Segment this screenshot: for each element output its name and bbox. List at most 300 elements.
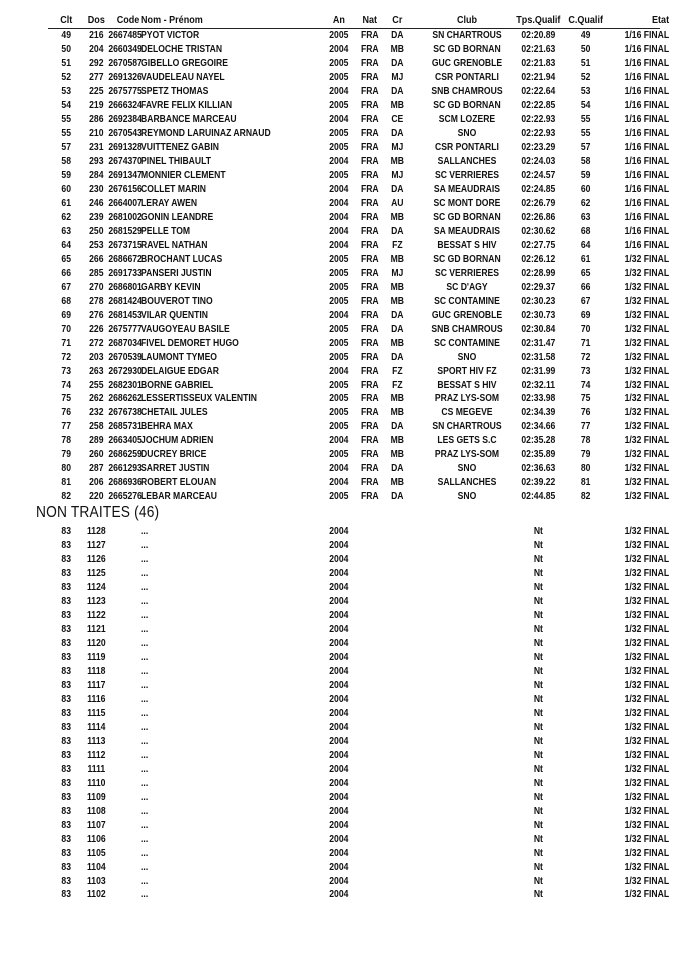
cell-tps: Nt	[533, 749, 543, 761]
table-row	[0, 155, 670, 169]
table-row	[0, 183, 670, 197]
cell-cq: 61	[580, 253, 591, 265]
cell-nat: FRA	[360, 295, 379, 307]
cell-name: ...	[141, 735, 149, 747]
cell-tps: 02:39.22	[521, 477, 556, 489]
cell-etat: 1/16 FINAL	[624, 197, 670, 209]
cell-dos: 289	[89, 435, 104, 447]
cell-tps: Nt	[533, 581, 543, 593]
cell-name: BARBANCE MARCEAU	[141, 113, 237, 125]
cell-dos: 203	[89, 351, 104, 363]
cell-name: ...	[141, 609, 149, 621]
cell-code: 2691347	[108, 169, 142, 181]
cell-club: SA MEAUDRAIS	[433, 183, 501, 195]
cell-an: 2004	[329, 651, 349, 663]
cell-an: 2004	[329, 847, 349, 859]
cell-etat: 1/32 FINAL	[624, 749, 670, 761]
cell-nat: FRA	[360, 449, 379, 461]
cell-clt: 83	[61, 693, 72, 705]
table-row	[0, 721, 670, 735]
cell-etat: 1/16 FINAL	[624, 211, 670, 223]
cell-dos: 230	[89, 183, 104, 195]
cell-clt: 63	[61, 225, 72, 237]
cell-tps: Nt	[533, 595, 543, 607]
cell-tps: 02:21.83	[521, 57, 556, 69]
cell-etat: 1/32 FINAL	[624, 379, 670, 391]
cell-tps: 02:35.28	[521, 435, 556, 447]
table-row	[0, 539, 670, 553]
cell-an: 2004	[329, 225, 349, 237]
cell-tps: 02:31.99	[521, 365, 556, 377]
cell-an: 2005	[329, 393, 349, 405]
cell-etat: 1/32 FINAL	[624, 295, 670, 307]
cell-an: 2005	[329, 99, 349, 111]
cell-clt: 52	[61, 71, 72, 83]
cell-name: ...	[141, 805, 149, 817]
cell-etat: 1/16 FINAL	[624, 113, 670, 125]
cell-club: CSR PONTARLI	[435, 141, 499, 153]
cell-code: 2686259	[108, 449, 142, 461]
cell-tps: 02:23.29	[521, 141, 556, 153]
cell-code: 2670543	[108, 127, 142, 139]
cell-cr: MB	[390, 337, 405, 349]
cell-cq: 75	[580, 393, 591, 405]
cell-etat: 1/32 FINAL	[624, 651, 670, 663]
cell-club: LES GETS S.C	[437, 435, 497, 447]
table-header	[0, 13, 670, 27]
cell-an: 2005	[329, 141, 349, 153]
cell-dos: 1103	[86, 875, 106, 887]
cell-club: SC CONTAMINE	[434, 295, 500, 307]
table-row	[0, 805, 670, 819]
cell-nat: FRA	[360, 393, 379, 405]
cell-tps: Nt	[533, 707, 543, 719]
cell-an: 2004	[329, 749, 349, 761]
cell-clt: 83	[61, 526, 72, 537]
table-row	[0, 197, 670, 211]
cell-dos: 278	[89, 295, 104, 307]
table-row	[0, 553, 670, 567]
cell-name: DELOCHE TRISTAN	[141, 43, 223, 55]
cell-tps: Nt	[533, 609, 543, 621]
cell-tps: Nt	[533, 735, 543, 747]
cell-an: 2005	[329, 421, 349, 433]
cell-nat: FRA	[360, 323, 379, 335]
cell-nat: FRA	[360, 253, 379, 265]
cell-dos: 1119	[87, 651, 106, 663]
cell-name: ...	[141, 679, 149, 691]
cell-name: GARBY KEVIN	[141, 281, 201, 293]
cell-etat: 1/16 FINAL	[624, 225, 670, 237]
table-row	[0, 141, 670, 155]
cell-an: 2005	[329, 57, 349, 69]
cell-clt: 78	[61, 435, 72, 447]
cell-cr: MJ	[391, 267, 404, 279]
cell-name: ROBERT ELOUAN	[141, 477, 217, 489]
cell-an: 2004	[329, 833, 349, 845]
cell-an: 2004	[329, 595, 349, 607]
cell-tps: Nt	[533, 721, 543, 733]
cell-club: BESSAT S HIV	[437, 379, 497, 391]
cell-cr: DA	[391, 57, 404, 69]
cell-cq: 78	[580, 435, 591, 447]
cell-an: 2004	[329, 239, 349, 251]
cell-etat: 1/32 FINAL	[624, 679, 670, 691]
cell-cq: 67	[580, 295, 591, 307]
cell-etat: 1/16 FINAL	[624, 169, 670, 181]
cell-cq: 66	[580, 281, 591, 293]
cell-code: 2686262	[108, 393, 142, 405]
cell-clt: 83	[61, 567, 72, 579]
cell-cq: 55	[580, 113, 591, 125]
cell-an: 2005	[329, 491, 349, 503]
cell-dos: 1109	[86, 791, 106, 803]
table-row	[0, 707, 670, 721]
cell-name: BEHRA MAX	[141, 421, 193, 433]
cell-etat: 1/32 FINAL	[624, 777, 670, 789]
cell-tps: 02:21.63	[521, 43, 556, 55]
cell-code: 2663405	[108, 435, 142, 447]
cell-cq: 73	[580, 365, 591, 377]
table-row	[0, 29, 670, 43]
cell-dos: 1120	[86, 637, 106, 649]
cell-etat: 1/32 FINAL	[624, 581, 670, 593]
cell-an: 2005	[329, 379, 349, 391]
cell-nat: FRA	[360, 435, 379, 447]
cell-etat: 1/16 FINAL	[624, 71, 670, 83]
cell-etat: 1/16 FINAL	[624, 155, 670, 167]
cell-cq: 49	[580, 30, 591, 41]
cell-nat: FRA	[360, 267, 379, 279]
cell-etat: 1/32 FINAL	[624, 553, 670, 565]
table-row	[0, 581, 670, 595]
table-row	[0, 406, 670, 420]
cell-cr: DA	[391, 421, 404, 433]
cell-cr: MJ	[391, 141, 404, 153]
cell-dos: 239	[89, 211, 104, 223]
cell-club: SNB CHAMROUS	[431, 323, 503, 335]
table-row	[0, 253, 670, 267]
table-row	[0, 43, 670, 57]
cell-an: 2004	[329, 777, 349, 789]
cell-tps: Nt	[533, 777, 543, 789]
table-row	[0, 819, 670, 833]
cell-nat: FRA	[360, 463, 379, 475]
cell-clt: 65	[61, 253, 72, 265]
cell-etat: 1/32 FINAL	[624, 435, 670, 447]
cell-club: PRAZ LYS-SOM	[434, 393, 500, 405]
cell-cq: 82	[580, 491, 591, 503]
cell-dos: 1114	[87, 721, 106, 733]
cell-tps: 02:30.23	[521, 295, 556, 307]
cell-code: 2672930	[108, 365, 142, 377]
cell-dos: 276	[89, 309, 104, 321]
header-cr: Cr	[392, 14, 403, 26]
cell-code: 2681529	[108, 225, 142, 237]
cell-name: PANSERI JUSTIN	[141, 267, 212, 279]
cell-cr: MB	[390, 211, 405, 223]
table-row	[0, 861, 670, 875]
cell-name: LERAY AWEN	[141, 197, 198, 209]
table-row	[0, 476, 670, 490]
cell-dos: 210	[89, 127, 104, 139]
cell-name: VAUDELEAU NAYEL	[141, 71, 225, 83]
cell-cq: 63	[580, 211, 591, 223]
cell-name: BROCHANT LUCAS	[141, 253, 223, 265]
cell-name: ...	[141, 889, 149, 901]
cell-nat: FRA	[360, 99, 379, 111]
cell-name: SARRET JUSTIN	[141, 463, 210, 475]
cell-club: BESSAT S HIV	[437, 239, 497, 251]
cell-tps: Nt	[533, 819, 543, 831]
cell-nat: FRA	[360, 491, 379, 503]
cell-nat: FRA	[360, 351, 379, 363]
cell-dos: 1126	[86, 553, 106, 565]
cell-code: 2664007	[108, 197, 142, 209]
table-row	[0, 71, 670, 85]
cell-clt: 57	[61, 141, 72, 153]
cell-clt: 60	[61, 183, 72, 195]
cell-club: SNO	[457, 127, 477, 139]
cell-etat: 1/32 FINAL	[624, 819, 670, 831]
cell-nat: FRA	[360, 183, 379, 195]
cell-dos: 272	[89, 337, 104, 349]
cell-etat: 1/32 FINAL	[624, 407, 670, 419]
cell-etat: 1/32 FINAL	[624, 693, 670, 705]
cell-etat: 1/32 FINAL	[624, 491, 670, 503]
cell-etat: 1/32 FINAL	[624, 463, 670, 475]
cell-dos: 287	[89, 463, 104, 475]
cell-cq: 76	[580, 407, 591, 419]
cell-etat: 1/32 FINAL	[624, 791, 670, 803]
cell-clt: 83	[61, 833, 72, 845]
cell-clt: 83	[61, 595, 72, 607]
cell-tps: Nt	[533, 861, 543, 873]
cell-dos: 1112	[87, 749, 106, 761]
header-clt: Clt	[60, 14, 73, 26]
cell-an: 2005	[329, 337, 349, 349]
table-row	[0, 225, 670, 239]
header-etat: Etat	[652, 14, 670, 26]
cell-an: 2004	[329, 861, 349, 873]
cell-nat: FRA	[360, 57, 379, 69]
table-row	[0, 85, 670, 99]
table-row	[0, 127, 670, 141]
cell-clt: 77	[61, 421, 72, 433]
header-an: An	[332, 14, 345, 26]
cell-nat: FRA	[360, 379, 379, 391]
cell-code: 2670587	[108, 57, 142, 69]
cell-name: ...	[141, 651, 149, 663]
cell-cr: FZ	[392, 239, 403, 251]
cell-etat: 1/32 FINAL	[624, 365, 670, 377]
cell-clt: 55	[61, 127, 72, 139]
cell-club: SC GD BORNAN	[433, 211, 501, 223]
cell-dos: 225	[89, 85, 104, 97]
cell-nat: FRA	[360, 407, 379, 419]
cell-tps: 02:22.93	[521, 127, 556, 139]
cell-name: PYOT VICTOR	[141, 30, 200, 41]
cell-dos: 246	[89, 197, 104, 209]
cell-clt: 83	[61, 637, 72, 649]
cell-etat: 1/32 FINAL	[624, 267, 670, 279]
cell-cr: MB	[390, 393, 405, 405]
cell-club: SN CHARTROUS	[432, 421, 502, 433]
cell-cq: 60	[580, 183, 591, 195]
cell-an: 2004	[329, 463, 349, 475]
cell-tps: 02:24.57	[521, 169, 556, 181]
cell-etat: 1/32 FINAL	[624, 567, 670, 579]
cell-tps: Nt	[533, 553, 543, 565]
cell-an: 2004	[329, 623, 349, 635]
cell-tps: 02:26.79	[521, 197, 556, 209]
header-tps-qualif: Tps.Qualif	[516, 14, 561, 26]
cell-etat: 1/32 FINAL	[624, 351, 670, 363]
cell-an: 2005	[329, 127, 349, 139]
table-row	[0, 99, 670, 113]
cell-clt: 67	[61, 281, 72, 293]
cell-nat: FRA	[360, 225, 379, 237]
cell-dos: 232	[89, 407, 104, 419]
table-row	[0, 420, 670, 434]
cell-an: 2004	[329, 819, 349, 831]
cell-code: 2691328	[108, 141, 142, 153]
cell-name: ...	[141, 777, 149, 789]
cell-name: ...	[141, 526, 149, 537]
cell-tps: 02:44.85	[521, 491, 556, 503]
cell-dos: 231	[89, 141, 104, 153]
cell-clt: 79	[61, 449, 72, 461]
table-row	[0, 365, 670, 379]
cell-an: 2004	[329, 609, 349, 621]
cell-nat: FRA	[360, 113, 379, 125]
cell-code: 2676156	[108, 183, 142, 195]
table-row	[0, 309, 670, 323]
cell-code: 2686672	[108, 253, 142, 265]
cell-nat: FRA	[360, 477, 379, 489]
cell-an: 2004	[329, 679, 349, 691]
cell-tps: 02:26.12	[521, 253, 556, 265]
cell-an: 2005	[329, 281, 349, 293]
cell-cq: 74	[580, 379, 591, 391]
cell-cq: 53	[580, 85, 591, 97]
cell-cq: 62	[580, 197, 591, 209]
cell-nat: FRA	[360, 421, 379, 433]
cell-name: ...	[141, 539, 149, 551]
table-row	[0, 169, 670, 183]
table-row	[0, 392, 670, 406]
cell-cq: 58	[580, 155, 591, 167]
cell-code: 2673715	[108, 239, 142, 251]
cell-name: COLLET MARIN	[141, 183, 207, 195]
cell-an: 2005	[329, 71, 349, 83]
cell-cr: MB	[390, 295, 405, 307]
cell-tps: 02:30.84	[521, 323, 556, 335]
cell-name: GONIN LEANDRE	[141, 211, 214, 223]
cell-an: 2005	[329, 351, 349, 363]
header-name: Nom - Prénom	[141, 14, 203, 26]
cell-dos: 1116	[87, 693, 106, 705]
cell-clt: 50	[61, 43, 72, 55]
cell-code: 2681453	[108, 309, 142, 321]
cell-clt: 83	[61, 539, 72, 551]
cell-an: 2004	[329, 365, 349, 377]
cell-clt: 74	[61, 379, 72, 391]
cell-name: VILAR QUENTIN	[141, 309, 208, 321]
header-code: Code	[116, 14, 140, 26]
cell-an: 2004	[329, 211, 349, 223]
cell-cr: DA	[391, 323, 404, 335]
cell-an: 2004	[329, 581, 349, 593]
cell-nat: FRA	[360, 281, 379, 293]
cell-an: 2004	[329, 875, 349, 887]
table-row	[0, 211, 670, 225]
cell-cr: MB	[390, 99, 405, 111]
cell-cq: 51	[580, 57, 591, 69]
cell-tps: 02:30.73	[521, 309, 556, 321]
table-row	[0, 609, 670, 623]
cell-cq: 52	[580, 71, 591, 83]
cell-club: SC GD BORNAN	[433, 253, 501, 265]
cell-etat: 1/32 FINAL	[624, 763, 670, 775]
cell-tps: 02:20.89	[521, 30, 556, 41]
cell-etat: 1/16 FINAL	[624, 239, 670, 251]
table-row	[0, 637, 670, 651]
cell-tps: 02:26.86	[521, 211, 556, 223]
table-row	[0, 281, 670, 295]
cell-clt: 54	[61, 99, 72, 111]
cell-tps: 02:33.98	[521, 393, 556, 405]
cell-dos: 1107	[86, 819, 106, 831]
cell-tps: 02:27.75	[521, 239, 556, 251]
cell-clt: 82	[61, 491, 72, 503]
cell-code: 2687034	[108, 337, 142, 349]
table-row	[0, 749, 670, 763]
cell-club: SPORT HIV FZ	[437, 365, 497, 377]
cell-cq: 72	[580, 351, 591, 363]
cell-clt: 83	[61, 889, 72, 901]
cell-name: ...	[141, 861, 149, 873]
cell-cq: 81	[580, 477, 591, 489]
cell-name: ...	[141, 833, 149, 845]
cell-etat: 1/32 FINAL	[624, 449, 670, 461]
cell-clt: 83	[61, 651, 72, 663]
cell-an: 2004	[329, 113, 349, 125]
cell-cq: 59	[580, 169, 591, 181]
cell-club: SC GD BORNAN	[433, 43, 501, 55]
cell-clt: 83	[61, 623, 72, 635]
cell-tps: Nt	[533, 651, 543, 663]
cell-name: ...	[141, 749, 149, 761]
cell-an: 2004	[329, 477, 349, 489]
cell-code: 2675775	[108, 85, 142, 97]
cell-dos: 1106	[86, 833, 106, 845]
cell-tps: Nt	[533, 539, 543, 551]
cell-dos: 262	[89, 393, 104, 405]
table-row	[0, 847, 670, 861]
cell-clt: 75	[61, 393, 72, 405]
cell-tps: Nt	[533, 567, 543, 579]
table-row	[0, 888, 670, 902]
cell-nat: FRA	[360, 127, 379, 139]
cell-club: SC MONT DORE	[433, 197, 501, 209]
cell-cr: DA	[391, 127, 404, 139]
cell-code: 2685731	[108, 421, 142, 433]
cell-dos: 1122	[86, 609, 106, 621]
cell-etat: 1/16 FINAL	[624, 57, 670, 69]
cell-dos: 220	[89, 491, 104, 503]
cell-etat: 1/32 FINAL	[624, 875, 670, 887]
